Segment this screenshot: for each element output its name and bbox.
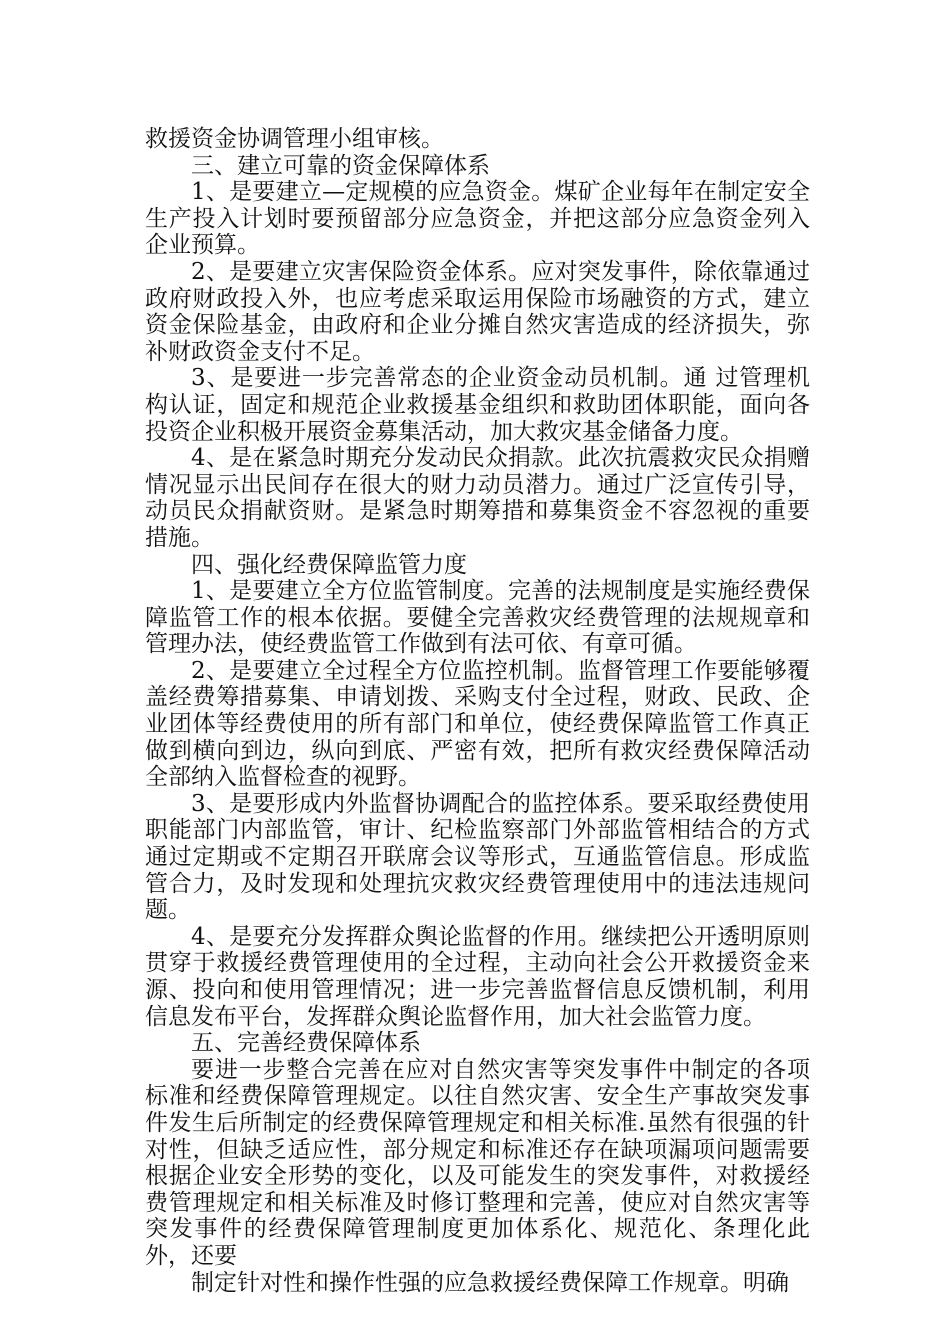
paragraph: 2、是要建立灾害保险资金体系。应对突发事件，除依靠通过政府财政投入外，也应考虑采取运用保险市场融资的方式，建立资金保险基金，由政府和企业分摊自然灾害造成的经济损失，弥补财政资金支付不足。 xyxy=(145,258,810,365)
section-heading-5: 五、完善经费保障体系 xyxy=(191,1030,421,1057)
paragraph: 1、是要建立全方位监管制度。完善的法规制度是实施经费保障监管工作的根本依据。要健全完善救灾经费管理的法规规章和管理办法，使经费监管工作做到有法可依、有章可循。 xyxy=(145,578,810,658)
document-page xyxy=(145,126,810,1296)
paragraph: 3、是要进一步完善常态的企业资金动员机制。通 过管理机构认证，固定和规范企业救援基金组织和救助团体职能，面向各投资企业积极开展资金募集活动，加大救灾基金储备力度。 xyxy=(145,365,810,445)
paragraph: 要进一步整合完善在应对自然灾害等突发事件中制定的各项标准和经费保障管理规定。以往自然灾害、安全生产事故突发事件发生后所制定的经费保障管理规定和相关标准.虽然有很强的针对性，但缺乏适应性，部分规定和标准还存在缺项漏项问题需要根据企业安全形势的变化，以及可能发生的突发事件，对救援经费管理规定和相关标准及时修订整理和完善，使应对自然灾害等突发事件的经费保障管理制度更加体系化、规范化、条理化此外，还要 xyxy=(145,1056,810,1269)
paragraph: 4、是在紧急时期充分发动民众捐款。此次抗震救灾民众捐赠情况显示出民间存在很大的财力动员潜力。通过广泛宣传引导，动员民众捐献资财。是紧急时期筹措和募集资金不容忽视的重要措施。 xyxy=(145,445,810,551)
paragraph-continuation: 救援资金协调管理小组审核。 xyxy=(145,126,444,152)
paragraph: 3、是要形成内外监督协调配合的监控体系。要采取经费使用职能部门内部监管，审计、纪检监察部门外部监管相结合的方式通过定期或不定期召开联席会议等形式，互通监管信息。形成监管合力，及时发现和处理抗灾救灾经费管理使用中的违法违规问题。 xyxy=(145,790,810,924)
section-heading-4: 四、强化经费保障监管力度 xyxy=(191,551,467,578)
paragraph: 1、是要建立—定规模的应急资金。煤矿企业每年在制定安全生产投入计划时要预留部分应急资金，并把这部分应急资金列入企业预算。 xyxy=(145,179,810,259)
paragraph: 制定针对性和操作性强的应急救援经费保障工作规章。明确 xyxy=(191,1269,789,1296)
section-heading-3: 三、建立可靠的资金保障体系 xyxy=(191,152,490,179)
paragraph: 2、是要建立全过程全方位监控机制。监督管理工作要能够覆盖经费筹措募集、申请划拨、采购支付全过程，财政、民政、企业团体等经费使用的所有部门和单位，使经费保障监管工作真正做到横向到边，纵向到底、严密有效，把所有救灾经费保障活动全部纳入监督检查的视野。 xyxy=(145,657,810,791)
paragraph: 4、是要充分发挥群众舆论监督的作用。继续把公开透明原则贯穿于救援经费管理使用的全过程，主动向社会公开救援资金来源、投向和使用管理情况；进一步完善监督信息反馈机制，利用信息发布平台，发挥群众舆论监督作用，加大社会监管力度。 xyxy=(145,923,810,1030)
